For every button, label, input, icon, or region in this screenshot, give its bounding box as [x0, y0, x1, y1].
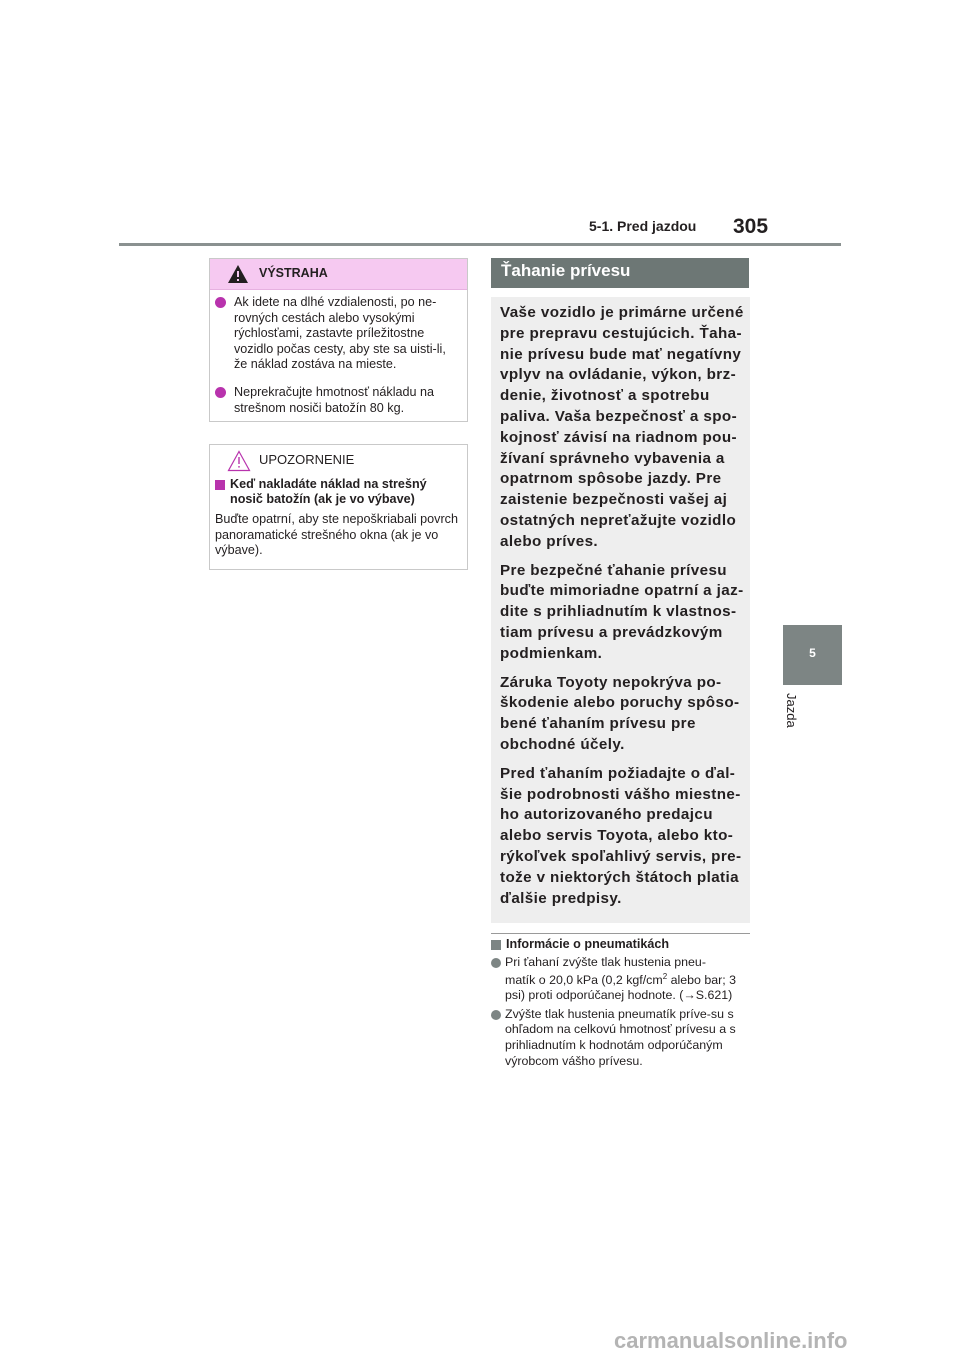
warning-box — [209, 258, 468, 422]
towing-paragraph: Pred ťahaním požiadajte o ďal-šie podrobnosti vášho miestne-ho autorizovaného predajcu alebo servis Toyota, alebo kto-rýkoľvek spoľahlivý servis, pre-tože v niektorých štátoch platia ďalšie predpisy. — [500, 764, 742, 907]
caution-triangle-icon — [227, 450, 251, 472]
list-item — [491, 955, 753, 1004]
watermark: carmanualsonline.info — [614, 1328, 848, 1353]
towing-heading-text: Ťahanie prívesu — [501, 261, 631, 280]
warning-header — [210, 259, 467, 290]
header-rule — [119, 243, 841, 246]
caution-title: UPOZORNENIE — [259, 452, 355, 467]
warning-item-text: Neprekračujte hmotnosť nákladu na strešnom nosiči batožín 80 kg. — [234, 384, 435, 415]
square-bullet-icon — [491, 940, 501, 950]
tire-info-section — [491, 937, 753, 1069]
section-title: 5-1. Pred jazdou — [589, 218, 697, 234]
info-rule — [491, 933, 750, 934]
chapter-label: Jazda — [784, 693, 799, 728]
towing-paragraph: Záruka Toyoty nepokrýva po-škodenie alebo poruchy spôso-bené ťahaním prívesu pre obchodné účely. — [500, 673, 740, 753]
chapter-tab[interactable] — [783, 625, 842, 685]
caution-header — [210, 445, 467, 475]
warning-item-text: Ak idete na dlhé vzdialenosti, po ne-rovných cestách alebo vysokými rýchlosťami, zastavte príležitostne vozidlo počas cesty, aby ste sa uisti-li, že náklad zostáva na mieste. — [234, 295, 446, 372]
caution-box — [209, 444, 468, 570]
page-number: 305 — [733, 215, 769, 238]
towing-paragraph: Pre bezpečné ťahanie prívesu buďte mimoriadne opatrní a jaz-dite s prihliadnutím k vlastnos-tiam prívesu a prevádzkovým podmienkam. — [500, 561, 744, 662]
chapter-tab-number: 5 — [809, 646, 816, 660]
towing-paragraph: Vaše vozidlo je primárne určené pre prepravu cestujúcich. Ťaha-nie prívesu bude mať negatívny vplyv na ovládanie, výkon, brz-denie, životnosť a spotrebu paliva. Vaša bezpečnosť a spo-kojnosť závisí na riadnom pou-žívaní správneho vybavenia a opatrnom spôsobe jazdy. Pre zaistenie bezpečnosti vašej aj ostatných nepreťažujte vozidlo alebo príves. — [500, 304, 744, 550]
list-item — [215, 295, 461, 373]
warning-body — [210, 290, 467, 416]
warning-triangle-icon — [227, 264, 249, 284]
tire-item-text: alebo bar; 3 psi) proti odporúčanej hodnote. (→S.621) — [505, 972, 737, 1003]
warning-title: VÝSTRAHA — [259, 266, 328, 280]
bullet-dot-icon — [491, 1010, 501, 1020]
bullet-dot-icon — [215, 297, 226, 308]
list-item — [215, 385, 461, 416]
tire-item-line: Pri ťahaní zvýšte tlak hustenia pneu- — [505, 955, 706, 969]
bullet-dot-icon — [491, 958, 501, 968]
towing-heading — [491, 258, 749, 288]
superscript: 2 — [662, 971, 668, 981]
tire-item-text: matík o 20,0 kPa (0,2 kgf/cm — [505, 972, 663, 987]
tire-item-line — [505, 973, 753, 1004]
caution-subtitle — [215, 477, 461, 507]
bullet-dot-icon — [215, 387, 226, 398]
towing-info-box — [491, 297, 750, 923]
caution-subtitle-text: Keď nakladáte náklad na strešný nosič batožín (ak je vo výbave) — [230, 477, 427, 506]
tire-info-title — [491, 937, 753, 952]
tire-info-title-text: Informácie o pneumatikách — [506, 937, 670, 951]
square-bullet-icon — [215, 480, 225, 490]
tire-item-text: Zvýšte tlak hustenia pneumatík príve-su s ohľadom na celkovú hmotnosť prívesu a s prihliadnutím k hodnotám odporúčaným výrobcom vášho prívesu. — [505, 1006, 736, 1068]
caution-text: Buďte opatrní, aby ste nepoškriabali povrch panoramatické strešného okna (ak je vo výbave). — [215, 512, 458, 558]
list-item — [491, 1007, 753, 1069]
